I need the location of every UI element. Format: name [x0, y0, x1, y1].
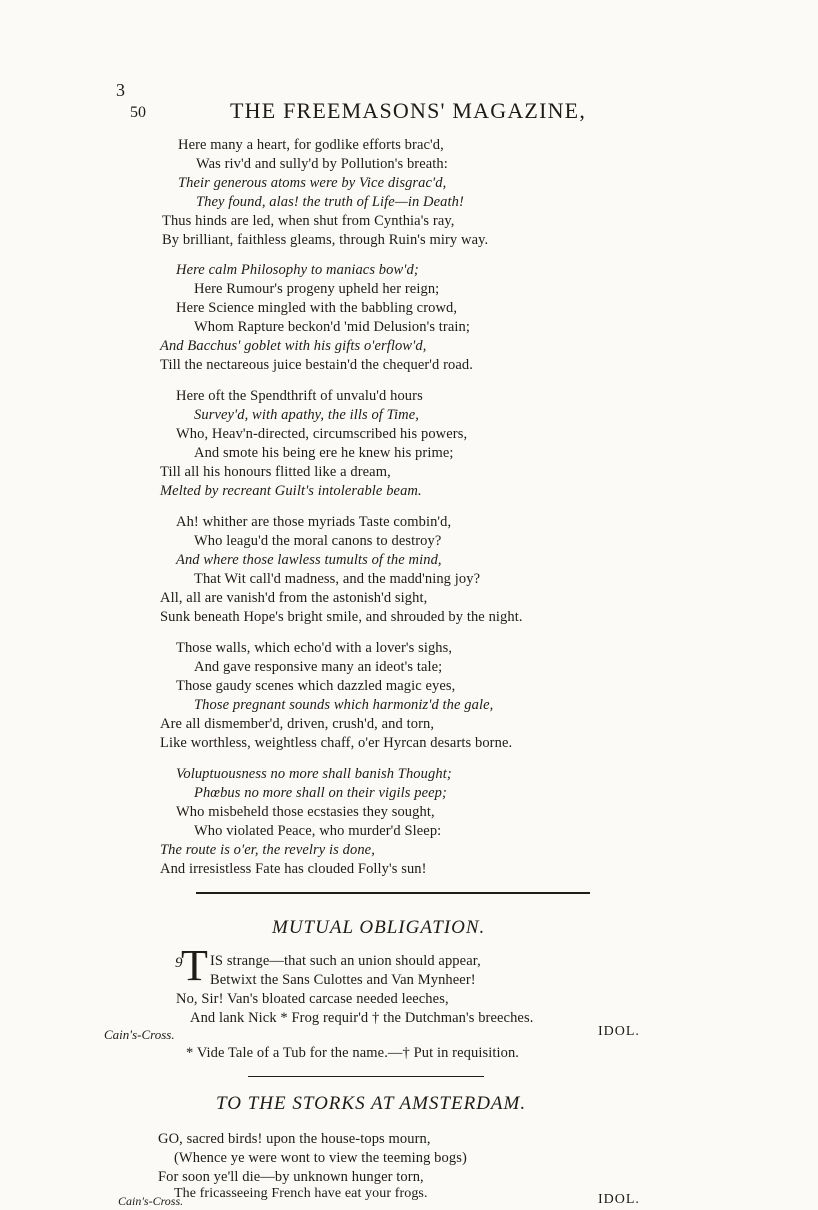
poem-line: That Wit call'd madness, and the madd'ning joy? — [194, 571, 481, 587]
poem-line: And where those lawless tumults of the mind, — [176, 552, 442, 568]
poem-line: The route is o'er, the revelry is done, — [160, 842, 375, 858]
poem-line: Till all his honours flitted like a dream, — [160, 464, 391, 480]
poem-line: Ah! whither are those myriads Taste combin'd, — [176, 514, 452, 530]
epigram-line: No, Sir! Van's bloated carcase needed leeches, — [176, 991, 449, 1007]
poem-line: Here many a heart, for godlike efforts brac'd, — [178, 137, 444, 153]
epigram-line: The fricasseeing French have eat your frogs. — [174, 1186, 428, 1201]
poem-line: Voluptuousness no more shall banish Thought; — [176, 766, 452, 782]
section-divider — [248, 1076, 484, 1077]
poem-line: Are all dismember'd, driven, crush'd, and torn, — [160, 716, 435, 732]
poem-line: Those gaudy scenes which dazzled magic eyes, — [176, 678, 456, 694]
drop-cap: T — [181, 941, 208, 990]
poem-line: Was riv'd and sully'd by Pollution's breath: — [196, 156, 448, 172]
epigram-line: For soon ye'll die—by unknown hunger torn, — [158, 1169, 424, 1185]
poem-line: And smote his being ere he knew his prime; — [194, 445, 454, 461]
signature: IDOL. — [598, 1024, 640, 1039]
poem-line: All, all are vanish'd from the astonish'd sight, — [160, 590, 428, 606]
epigram-title: TO THE STORKS AT AMSTERDAM. — [216, 1093, 527, 1114]
poem-line: Their generous atoms were by Vice disgrac'd, — [178, 175, 447, 191]
poem-line: Thus hinds are led, when shut from Cynthia's ray, — [162, 213, 455, 229]
margin-number: 3 — [116, 80, 125, 100]
poem-line: They found, alas! the truth of Life—in Death! — [196, 194, 464, 210]
poem-line: Sunk beneath Hope's bright smile, and shrouded by the night. — [160, 609, 523, 625]
poem-line: Who leagu'd the moral canons to destroy? — [194, 533, 442, 549]
poem-line: Here oft the Spendthrift of unvalu'd hours — [176, 388, 423, 404]
epigram-title: MUTUAL OBLIGATION. — [272, 917, 486, 938]
poem-line: Here calm Philosophy to maniacs bow'd; — [176, 262, 419, 278]
poem-line: And irresistless Fate has clouded Folly's sun! — [160, 861, 427, 877]
epigram-line: IS strange—that such an union should appear, — [210, 953, 481, 969]
poem-line: And Bacchus' goblet with his gifts o'erflow'd, — [160, 338, 427, 354]
margin-mark: 9 — [175, 955, 183, 971]
poem-line: Melted by recreant Guilt's intolerable beam. — [160, 483, 422, 499]
poem-line: Who, Heav'n-directed, circumscribed his powers, — [176, 426, 468, 442]
running-title: THE FREEMASONS' MAGAZINE, — [230, 98, 587, 123]
epigram-line: And lank Nick * Frog requir'd † the Dutchman's breeches. — [190, 1010, 534, 1026]
poem-line: Here Science mingled with the babbling crowd, — [176, 300, 458, 316]
poem-line: Those walls, which echo'd with a lover's sighs, — [176, 640, 453, 656]
footnote: * Vide Tale of a Tub for the name.—† Put in requisition. — [186, 1045, 520, 1061]
poem-line: Phœbus no more shall on their vigils peep; — [194, 785, 447, 801]
poem-line: Whom Rapture beckon'd 'mid Delusion's train; — [194, 319, 471, 335]
poem-line: Who misbeheld those ecstasies they sought, — [176, 804, 435, 820]
poem-line: Who violated Peace, who murder'd Sleep: — [194, 823, 442, 839]
signature: IDOL. — [598, 1192, 640, 1207]
poem-line: Those pregnant sounds which harmoniz'd the gale, — [194, 697, 494, 713]
epigram-line: Betwixt the Sans Culottes and Van Mynheer! — [210, 972, 476, 988]
poem-line: Till the nectareous juice bestain'd the chequer'd road. — [160, 357, 473, 373]
epigram-line: (Whence ye were wont to view the teeming bogs) — [174, 1150, 467, 1166]
epigram-line: GO, sacred birds! upon the house-tops mourn, — [158, 1131, 431, 1147]
poem-line: And gave responsive many an ideot's tale; — [194, 659, 443, 675]
poem-line: Here Rumour's progeny upheld her reign; — [194, 281, 440, 297]
poem-line: Survey'd, with apathy, the ills of Time, — [194, 407, 419, 423]
poem-line: By brilliant, faithless gleams, through Ruin's miry way. — [162, 232, 489, 248]
page-number: 50 — [130, 104, 146, 121]
place-line: Cain's-Cross. — [118, 1194, 184, 1208]
place-line: Cain's-Cross. — [104, 1027, 175, 1042]
poem-line: Like worthless, weightless chaff, o'er Hyrcan desarts borne. — [160, 735, 513, 751]
section-divider — [196, 892, 590, 894]
